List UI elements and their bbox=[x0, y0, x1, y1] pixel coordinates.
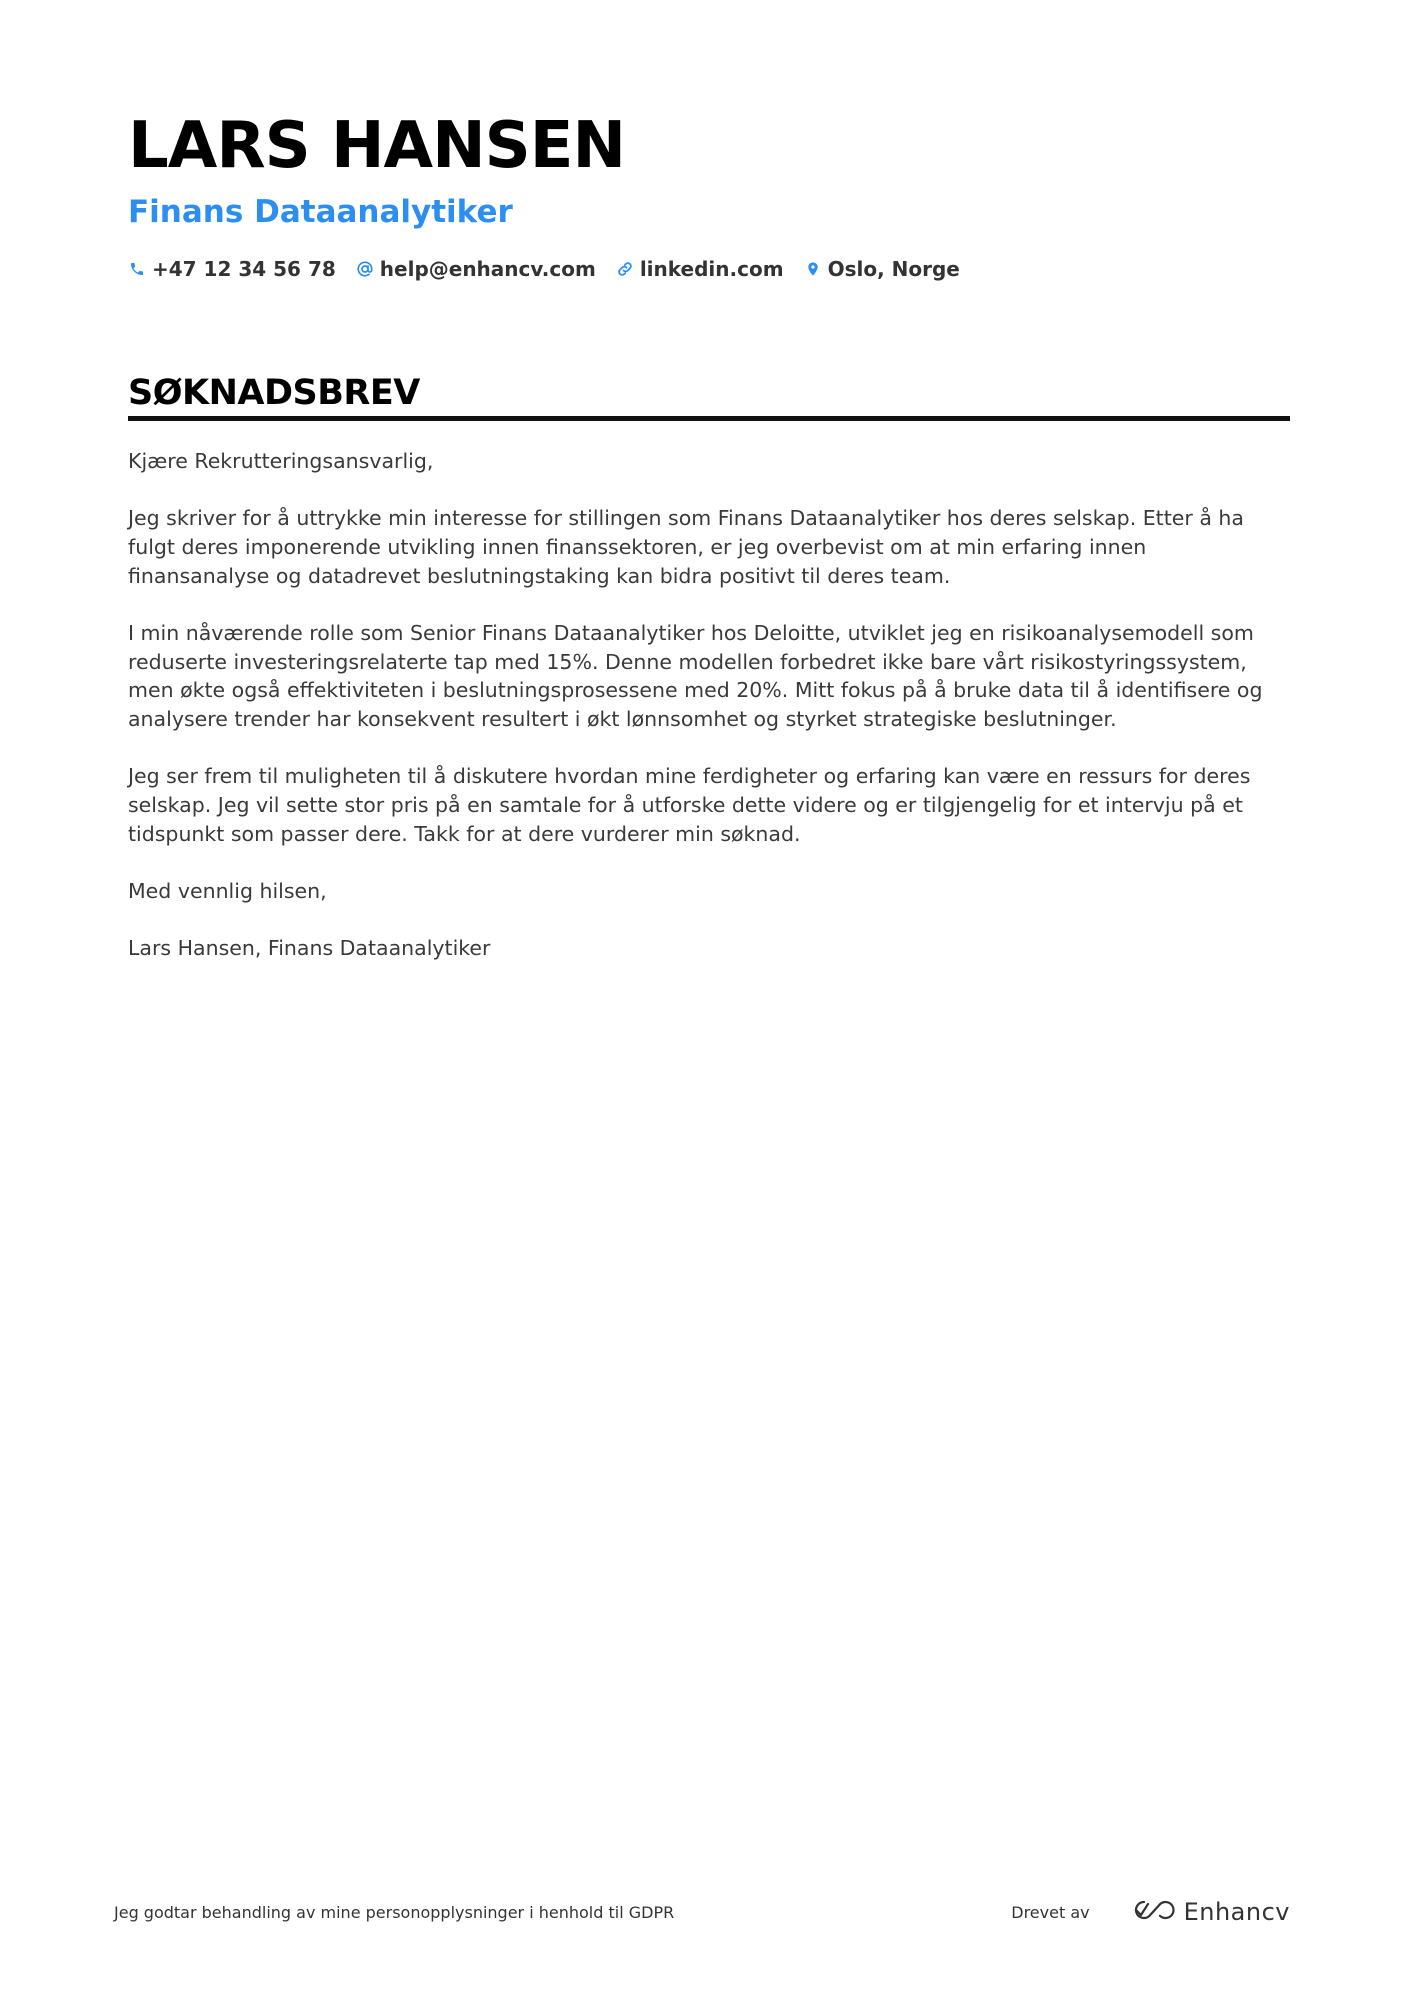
phone-icon bbox=[128, 260, 146, 278]
cover-letter-page bbox=[128, 108, 1290, 991]
contact-email[interactable] bbox=[356, 257, 596, 281]
contact-linkedin[interactable] bbox=[616, 257, 784, 281]
contact-phone-text: +47 12 34 56 78 bbox=[152, 257, 336, 281]
letter-paragraph: Jeg ser frem til muligheten til å diskutere hvordan mine ferdigheter og erfaring kan være en ressurs for deres selskap. Jeg vil sette stor pris på en samtale for å utforske dette videre og er tilgjengelig for et intervju på et tidspunkt som passer dere. Takk for at dere vurderer min søknad. bbox=[128, 764, 1251, 846]
contact-bar bbox=[128, 254, 1290, 284]
letter-body bbox=[128, 447, 1290, 963]
powered-by-label: Drevet av bbox=[1011, 1902, 1090, 1922]
letter-paragraph: Jeg skriver for å uttrykke min interesse for stillingen som Finans Dataanalytiker hos deres selskap. Etter å ha fulgt deres imponerende utvikling innen finanssektoren, er jeg overbevist om at min erfaring innen finansanalyse og datadrevet beslutningstaking kan bidra positivt til deres team. bbox=[128, 506, 1244, 588]
letter-signature: Lars Hansen, Finans Dataanalytiker bbox=[128, 935, 491, 960]
contact-email-text: help@enhancv.com bbox=[379, 257, 596, 281]
at-icon bbox=[356, 260, 374, 278]
footer bbox=[114, 1892, 1290, 1932]
gdpr-consent-text: Jeg godtar behandling av mine personopplysninger i henhold til GDPR bbox=[114, 1902, 675, 1922]
letter-closing: Med vennlig hilsen, bbox=[128, 878, 327, 903]
contact-location-text: Oslo, Norge bbox=[827, 257, 960, 281]
contact-phone bbox=[128, 257, 336, 281]
contact-linkedin-text: linkedin.com bbox=[639, 257, 784, 281]
enhancv-logo-icon bbox=[1130, 1898, 1176, 1927]
letter-paragraph: I min nåværende rolle som Senior Finans Dataanalytiker hos Deloitte, utviklet jeg en risikoanalysemodell som reduserte investeringsrelaterte tap med 15%. Denne modellen forbedret ikke bare vårt risikostyringssystem, men økte også effektiviteten i beslutningsprosessene med 20%. Mitt fokus på å bruke data til å identifisere og analysere trender har konsekvent resultert i økt lønnsomhet og styrket strategiske beslutninger. bbox=[128, 620, 1263, 731]
location-pin-icon bbox=[804, 260, 822, 278]
link-icon bbox=[616, 260, 634, 278]
candidate-name: LARS HANSEN bbox=[128, 109, 625, 183]
brand-name: Enhancv bbox=[1183, 1898, 1290, 1926]
job-title: Finans Dataanalytiker bbox=[128, 194, 513, 230]
section-title: SØKNADSBREV bbox=[128, 373, 420, 413]
letter-greeting: Kjære Rekrutteringsansvarlig, bbox=[128, 449, 434, 473]
brand-link[interactable] bbox=[1130, 1898, 1290, 1927]
contact-location bbox=[804, 257, 960, 281]
section-divider bbox=[128, 416, 1290, 421]
